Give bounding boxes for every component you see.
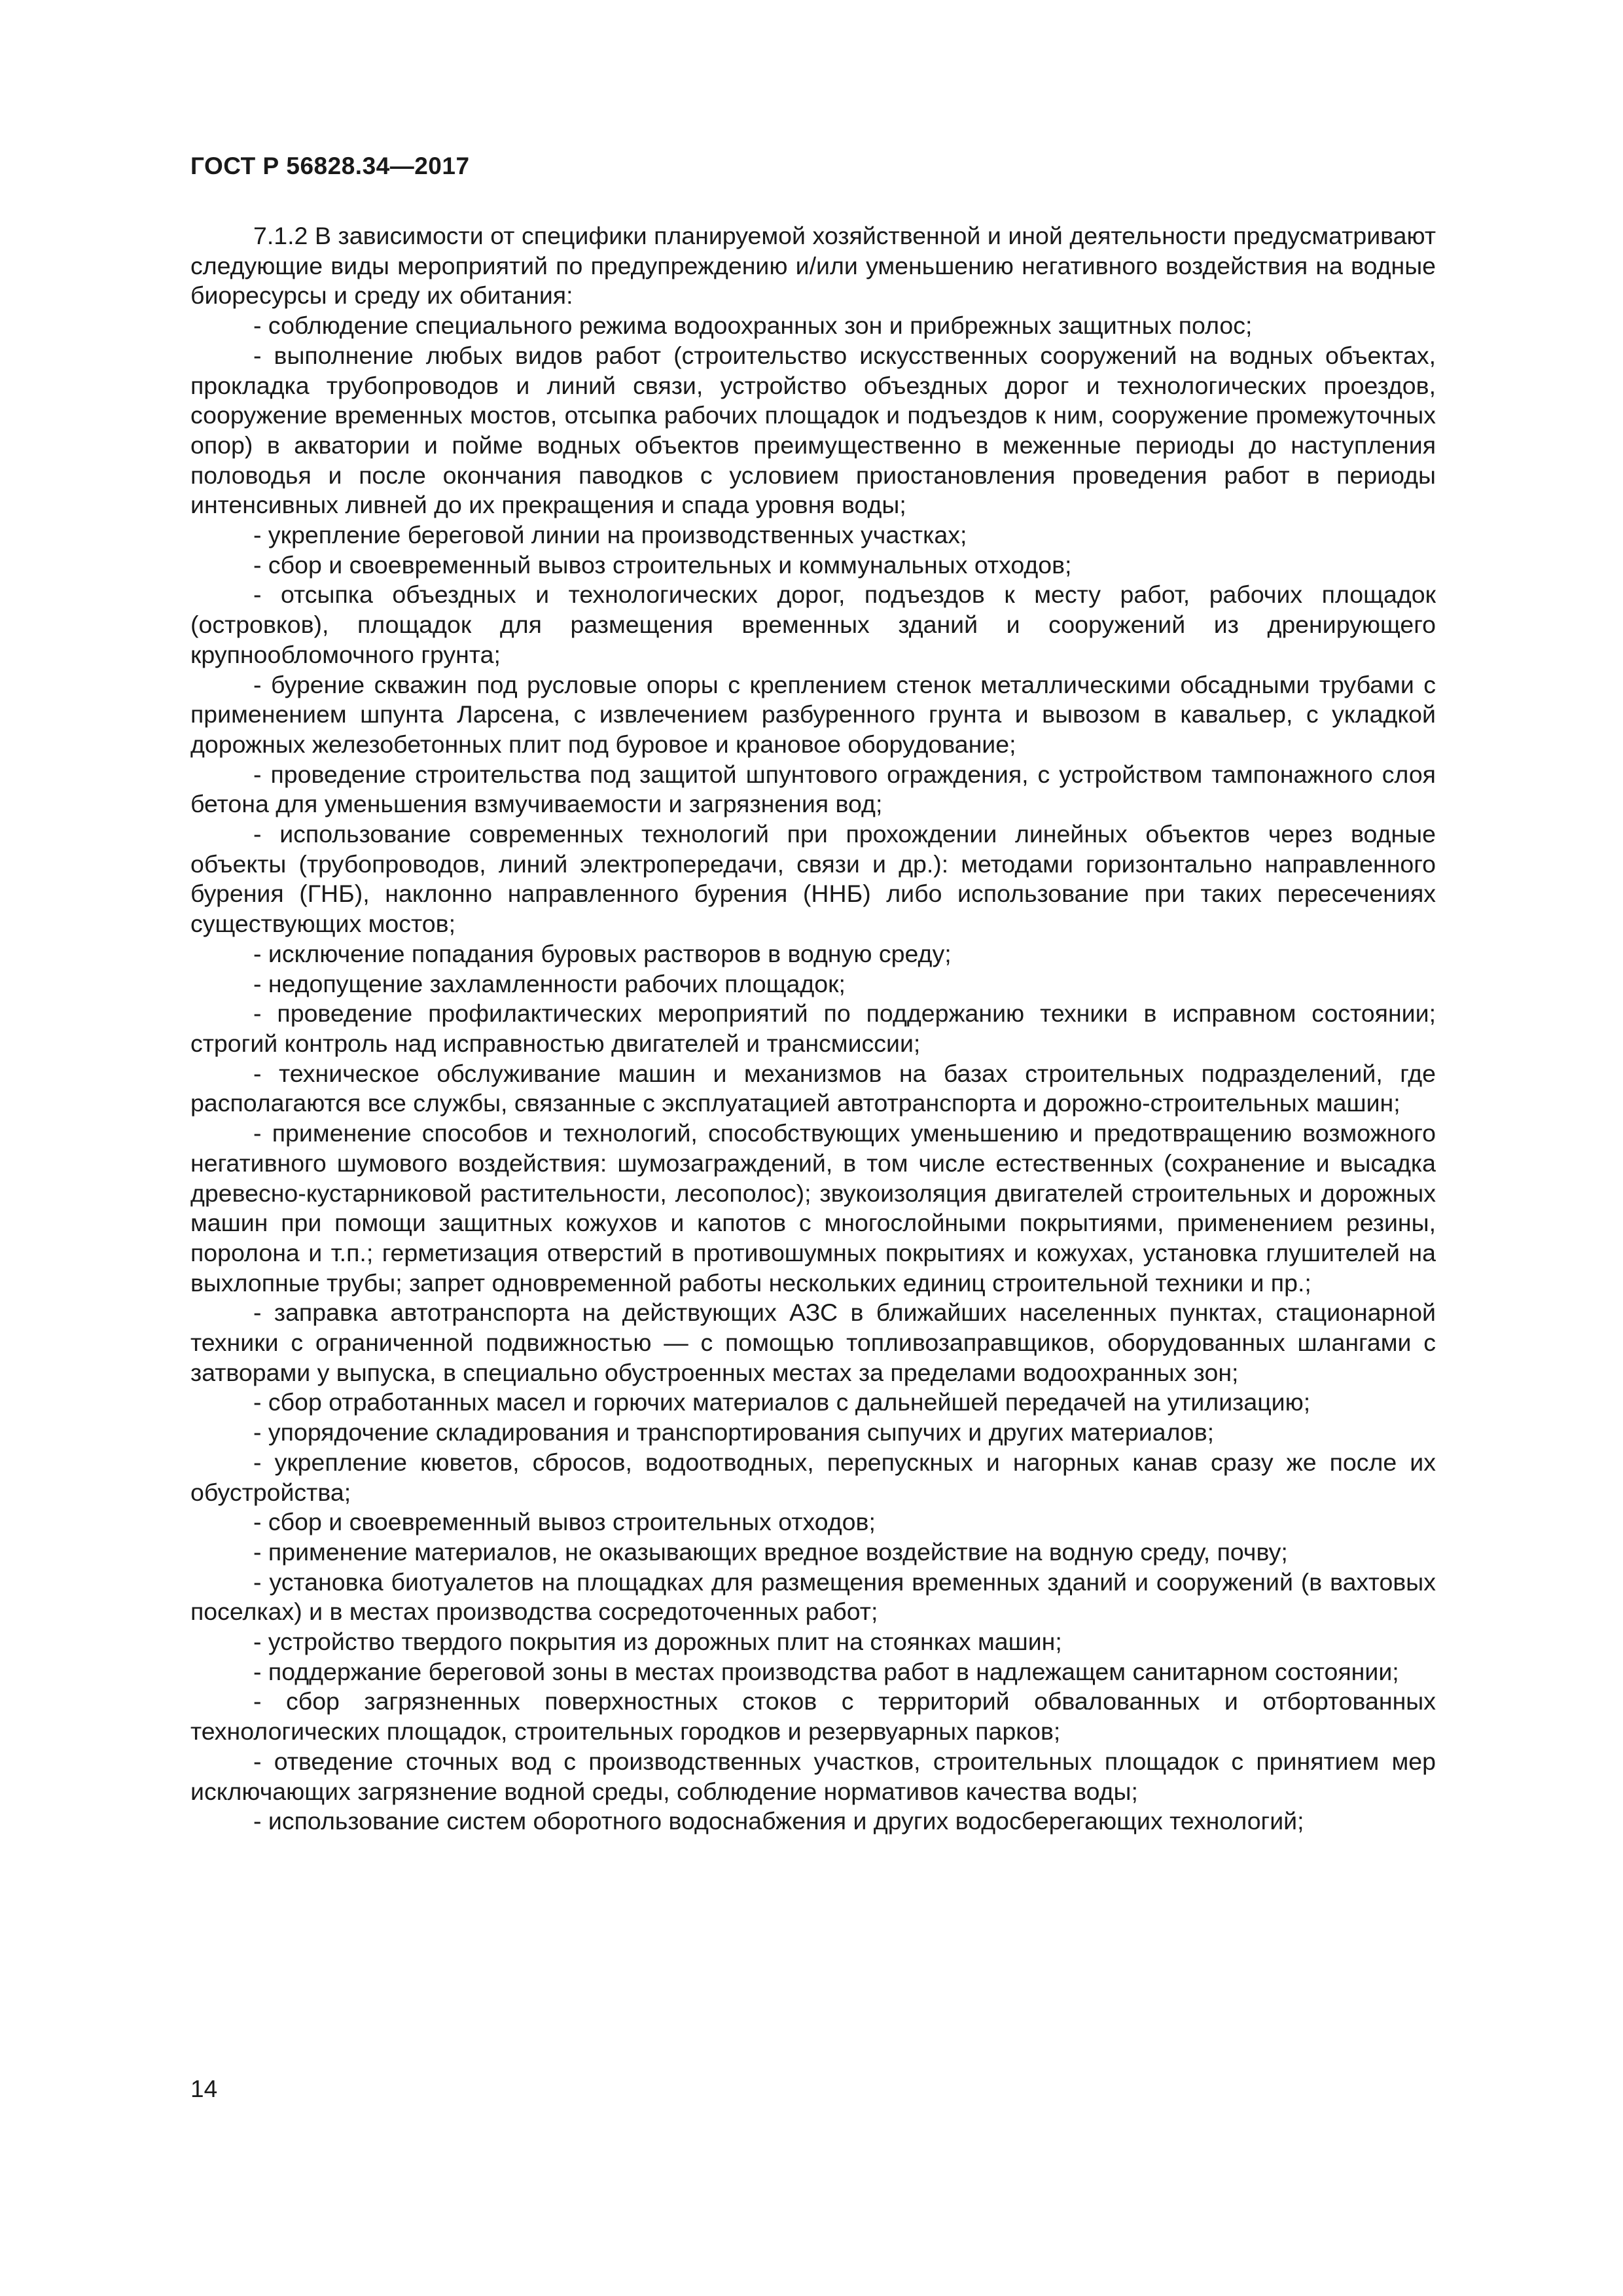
list-item: - использование систем оборотного водоснабжения и других водосберегающих технологий; xyxy=(253,1807,1304,1835)
list-item: - использование современных технологий при прохождении линейных объектов через водные объекты (трубопроводов, линий электропередачи, связи и др.): методами горизонтально направленного бурения (ГНБ), наклонно направленного бурения (ННБ) либо использование при таких пересечениях существующих мостов; xyxy=(190,820,1436,938)
list-item: - выполнение любых видов работ (строительство искусственных сооружений на водных объектах, прокладка трубопроводов и линий связи, устройство объездных дорог и технологических проездов, сооружение временных мостов, отсыпка рабочих площадок и подъездов к ним, сооружение промежуточных опор) в акватории и пойме водных объектов преимущественно в меженные периоды до наступления половодья и после окончания паводков с условием приостановления проведения работ в периоды интенсивных ливней до их прекращения и спада уровня воды; xyxy=(190,341,1436,519)
list-item: - проведение строительства под защитой шпунтового ограждения, с устройством тампонажного слоя бетона для уменьшения взмучиваемости и загрязнения вод; xyxy=(190,760,1436,818)
list-item: - поддержание береговой зоны в местах производства работ в надлежащем санитарном состоянии; xyxy=(253,1657,1399,1685)
list-item: - применение материалов, не оказывающих вредное воздействие на водную среду, почву; xyxy=(253,1537,1288,1566)
list-item: - техническое обслуживание машин и механизмов на базах строительных подразделений, где располагаются все службы, связанные с эксплуатацией автотранспорта и дорожно-строительных машин; xyxy=(190,1059,1436,1117)
list-item: - исключение попадания буровых растворов в водную среду; xyxy=(253,939,952,967)
list-item: - соблюдение специального режима водоохранных зон и прибрежных защитных полос; xyxy=(253,312,1253,340)
list-item: - отведение сточных вод с производственных участков, строительных площадок с принятием мер исключающих загрязнение водной среды, соблюдение нормативов качества воды; xyxy=(190,1747,1436,1805)
list-item: - бурение скважин под русловые опоры с креплением стенок металлическими обсадными трубами с применением шпунта Ларсена, с извлечением разбуренного грунта и вывозом в кавальер, с укладкой дорожных железобетонных плит под буровое и крановое оборудование; xyxy=(190,670,1436,758)
list-item: - применение способов и технологий, способствующих уменьшению и предотвращению возможного негативного шумового воздействия: шумозаграждений, в том числе естественных (сохранение и высадка древесно-кустарниковой растительности, лесополос); звукоизоляция двигателей строительных и дорожных машин при помощи защитных кожухов и капотов с многослойными покрытиями, применением резины, поролона и т.п.; герметизация отверстий в противошумных покрытиях и кожухах, установка глушителей на выхлопные трубы; запрет одновременной работы нескольких единиц строительной техники и пр.; xyxy=(190,1119,1436,1297)
list-item: - устройство твердого покрытия из дорожных плит на стоянках машин; xyxy=(253,1628,1062,1656)
document-body xyxy=(190,221,1436,1837)
section-7-1-2-intro: 7.1.2 В зависимости от специфики планируемой хозяйственной и иной деятельности предусматривают следующие виды мероприятий по предупреждению и/или уменьшению негативного воздействия на водные биоресурсы и среду их обитания: xyxy=(190,222,1436,310)
list-item: - проведение профилактических мероприятий по поддержанию техники в исправном состоянии; строгий контроль над исправностью двигателей и трансмиссии; xyxy=(190,999,1436,1057)
list-item: - укрепление береговой линии на производственных участках; xyxy=(253,521,967,549)
list-item: - укрепление кюветов, сбросов, водоотводных, перепускных и нагорных канав сразу же после их обустройства; xyxy=(190,1448,1436,1506)
document-header: ГОСТ Р 56828.34—2017 xyxy=(190,152,470,179)
list-item: - отсыпка объездных и технологических дорог, подъездов к месту работ, рабочих площадок (островков), площадок для размещения временных зданий и сооружений из дренирующего крупнообломочного грунта; xyxy=(190,581,1436,668)
page-number: 14 xyxy=(190,2075,218,2102)
list-item: - упорядочение складирования и транспортирования сыпучих и других материалов; xyxy=(253,1418,1215,1446)
list-item: - установка биотуалетов на площадках для размещения временных зданий и сооружений (в вахтовых поселках) и в местах производства сосредоточенных работ; xyxy=(190,1568,1436,1626)
list-item: - сбор отработанных масел и горючих материалов с дальнейшей передачей на утилизацию; xyxy=(253,1388,1311,1416)
list-item: - сбор и своевременный вывоз строительных отходов; xyxy=(253,1508,876,1536)
list-item: - сбор и своевременный вывоз строительных и коммунальных отходов; xyxy=(253,550,1072,579)
list-item: - недопущение захламленности рабочих площадок; xyxy=(253,969,846,997)
list-item: - заправка автотранспорта на действующих АЗС в ближайших населенных пунктах, стационарной техники с ограниченной подвижностью — с помощью топливозаправщиков, оборудованных шлангами с затворами у выпуска, в специально обустроенных местах за пределами водоохранных зон; xyxy=(190,1299,1436,1386)
list-item: - сбор загрязненных поверхностных стоков с территорий обвалованных и отбортованных технологических площадок, строительных городков и резервуарных парков; xyxy=(190,1687,1436,1746)
